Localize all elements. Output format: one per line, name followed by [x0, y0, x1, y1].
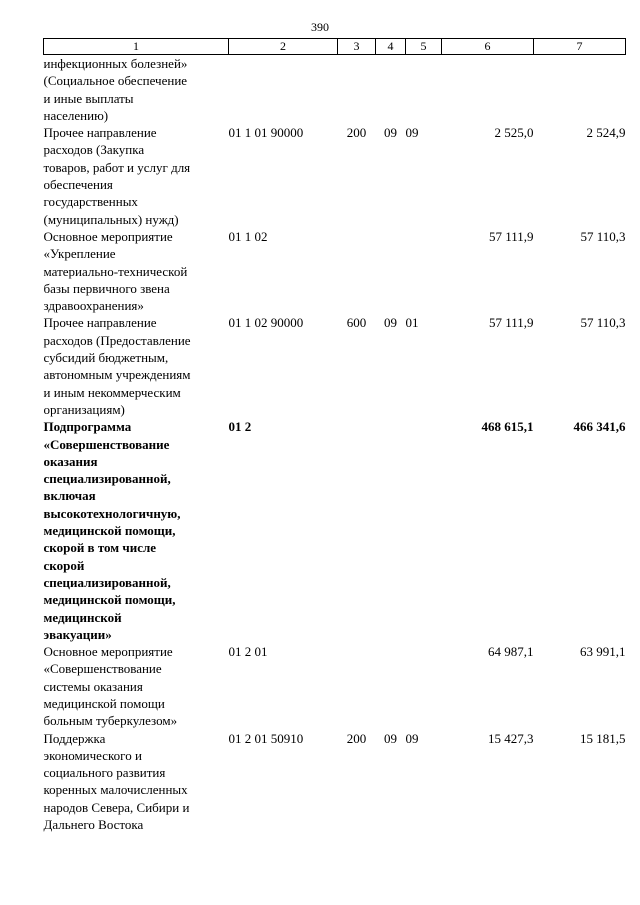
amount-planned-cell: 15 427,3: [488, 730, 534, 746]
target-article-code-cell: 01 2 01: [228, 644, 268, 660]
expense-type-cell: [338, 418, 376, 643]
row-name-line: эвакуации»: [43, 626, 112, 642]
amount-executed-cell: 15 181,5: [580, 730, 626, 746]
row-name-line: «Совершенствование: [43, 661, 162, 677]
row-name-line: организациям): [43, 401, 125, 417]
amount-executed-cell: 63 991,1: [580, 644, 626, 660]
expense-type-cell: 200: [346, 125, 367, 141]
row-name-line: субсидий бюджетным,: [43, 350, 169, 366]
row-name-line: здравоохранения»: [43, 298, 144, 314]
row-name-line: народов Севера, Сибири и: [43, 799, 190, 815]
section-cell: [376, 55, 406, 125]
row-name-line: (Социальное обеспечение: [43, 73, 188, 89]
row-name-line: товаров, работ и услуг для: [43, 159, 191, 175]
table-row: [44, 730, 626, 834]
column-header-1: 1: [44, 39, 229, 55]
row-name-line: коренных малочисленных: [43, 782, 188, 798]
table-row: [44, 418, 626, 643]
column-header-4: 4: [376, 39, 406, 55]
expense-type-cell: [338, 643, 376, 729]
column-header-7: 7: [534, 39, 626, 55]
row-name-line: (муниципальных) нужд): [43, 211, 179, 227]
section-cell: [376, 228, 406, 314]
row-name-line: и иным некоммерческим: [43, 384, 181, 400]
row-name-line: Прочее направление: [43, 315, 157, 331]
row-name-line: и иные выплаты: [43, 90, 134, 106]
expense-type-cell: 600: [346, 315, 367, 331]
row-name-line: высокотехнологичную,: [43, 505, 181, 521]
column-header-2: 2: [229, 39, 338, 55]
amount-executed-cell: 57 110,3: [580, 228, 626, 244]
row-name-line: базы первичного звена: [43, 280, 170, 296]
table-row: [44, 314, 626, 418]
table-row: [44, 55, 626, 125]
row-name-cell: [44, 730, 229, 834]
row-name-line: скорой: [43, 557, 85, 573]
row-name-line: медицинской помощи: [43, 695, 165, 711]
budget-table: [43, 38, 626, 833]
subsection-cell: 09: [405, 730, 419, 746]
subsection-cell: [406, 55, 442, 125]
column-header-5: 5: [406, 39, 442, 55]
row-name-line: государственных: [43, 194, 138, 210]
amount-planned-cell: 64 987,1: [488, 644, 534, 660]
row-name-line: больным туберкулезом»: [43, 713, 178, 729]
row-name-line: «Совершенствование: [43, 436, 170, 452]
amount-planned-cell: 2 525,0: [494, 125, 534, 141]
section-cell: 09: [384, 315, 397, 331]
page-number: 390: [311, 20, 329, 34]
row-name-line: автономным учреждениям: [43, 367, 191, 383]
subsection-cell: 09: [405, 125, 419, 141]
amount-planned-cell: 468 615,1: [481, 419, 534, 435]
row-name-line: расходов (Закупка: [43, 142, 145, 158]
target-article-code-cell: 01 2: [228, 419, 252, 435]
row-name-cell: [44, 314, 229, 418]
subsection-cell: [406, 228, 442, 314]
row-name-cell: [44, 228, 229, 314]
row-name-line: оказания: [43, 453, 98, 469]
subsection-cell: [406, 643, 442, 729]
column-header-6: 6: [442, 39, 534, 55]
row-name-line: социального развития: [43, 765, 166, 781]
table-row: [44, 228, 626, 314]
row-name-cell: [44, 418, 229, 643]
row-name-line: Основное мероприятие: [43, 644, 173, 660]
amount-planned-cell: 57 111,9: [488, 315, 534, 331]
amount-executed-cell: 2 524,9: [586, 125, 626, 141]
target-article-code-cell: 01 1 02 90000: [228, 315, 304, 331]
row-name-line: медицинской помощи,: [43, 592, 176, 608]
row-name-line: Основное мероприятие: [43, 228, 173, 244]
section-cell: [376, 643, 406, 729]
row-name-line: Прочее направление: [43, 125, 157, 141]
subsection-cell: 01: [405, 315, 419, 331]
section-cell: 09: [384, 730, 397, 746]
subsection-cell: [406, 418, 442, 643]
row-name-cell: [44, 55, 229, 125]
row-name-line: расходов (Предоставление: [43, 332, 191, 348]
amount-planned-cell: [442, 55, 534, 125]
row-name-line: экономического и: [43, 747, 142, 763]
row-name-line: медицинской помощи,: [43, 523, 176, 539]
target-article-code-cell: 01 1 02: [228, 228, 268, 244]
row-name-line: специализированной,: [43, 574, 171, 590]
row-name-line: системы оказания: [43, 678, 143, 694]
row-name-cell: [44, 643, 229, 729]
row-name-line: Подпрограмма: [43, 419, 132, 435]
amount-executed-cell: 466 341,6: [573, 419, 626, 435]
table-row: [44, 124, 626, 228]
row-name-cell: [44, 124, 229, 228]
expense-type-cell: [338, 228, 376, 314]
amount-executed-cell: [534, 55, 626, 125]
table-row: [44, 643, 626, 729]
amount-planned-cell: 57 111,9: [488, 228, 534, 244]
row-name-line: инфекционных болезней»: [43, 56, 188, 71]
row-name-line: специализированной,: [43, 471, 171, 487]
target-article-code-cell: 01 1 01 90000: [228, 125, 304, 141]
section-cell: 09: [384, 125, 397, 141]
row-name-line: Поддержка: [43, 730, 106, 746]
amount-executed-cell: 57 110,3: [580, 315, 626, 331]
expense-type-cell: [338, 55, 376, 125]
row-name-line: Дальнего Востока: [43, 817, 144, 833]
expense-type-cell: 200: [346, 730, 367, 746]
column-header-3: 3: [338, 39, 376, 55]
row-name-line: «Укрепление: [43, 246, 116, 262]
row-name-line: материально-технической: [43, 263, 188, 279]
target-article-code-cell: [229, 55, 338, 125]
table-header-row: [44, 39, 626, 55]
table-body: [44, 55, 626, 834]
row-name-line: обеспечения: [43, 177, 113, 193]
row-name-line: населению): [43, 107, 109, 123]
row-name-line: скорой в том числе: [43, 540, 157, 556]
row-name-line: включая: [43, 488, 96, 504]
target-article-code-cell: 01 2 01 50910: [228, 730, 304, 746]
row-name-line: медицинской: [43, 609, 122, 625]
section-cell: [376, 418, 406, 643]
